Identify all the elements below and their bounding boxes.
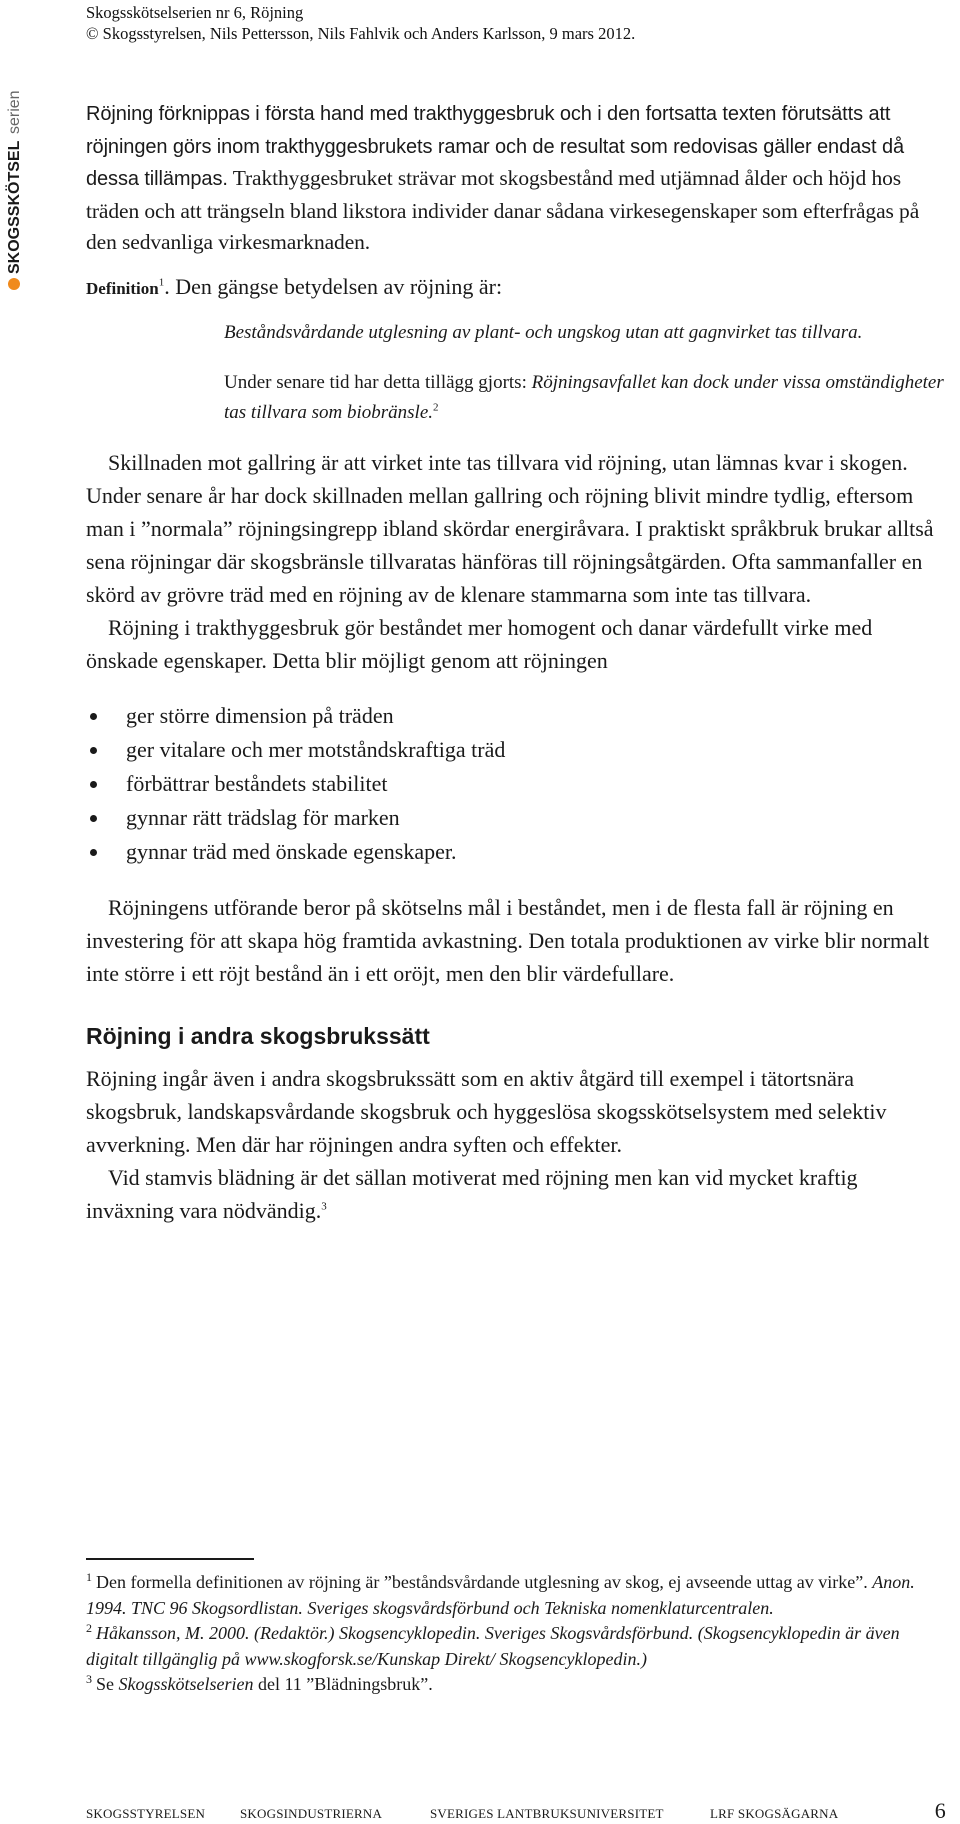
definition-label: Definition <box>86 278 159 298</box>
list-item-text: förbättrar beståndets stabilitet <box>126 770 388 796</box>
footnote-3-rest: del 11 ”Blädningsbruk”. <box>253 1674 433 1694</box>
list-item <box>86 835 946 869</box>
list-item <box>86 733 946 767</box>
definition-quote-text: Beståndsvårdande utglesning av plant- och ungskog utan att gagnvirket tas tillvara. <box>224 321 863 343</box>
list-item <box>86 699 946 733</box>
addition-italic: Röjningsavfallet kan dock under vissa omständigheter tas tillvara som biobränsle. <box>224 371 944 423</box>
logo-main-text: SKOGSSKÖTSEL <box>6 140 23 274</box>
footnote-1-text: Den formella definitionen av röjning är ”beståndsvårdande utglesning av skog, ej avseende uttag av virke”. <box>96 1572 873 1592</box>
definition-quote <box>224 319 946 346</box>
other-forestry-paragraph: Röjning ingår även i andra skogsbrukssätt som en aktiv åtgärd till exempel i tätortsnära skogsbruk, landskapsvårdande skogsbruk och hyggeslösa skogsskötselsystem med selektiv avverkning. Men där har röjningen andra syften och effekter. <box>86 1065 887 1157</box>
investment-paragraph: Röjningens utförande beror på skötselns mål i beståndet, men i de flesta fall är röjning en investering för att skapa hög framtida avkastning. Den totala produktionen av virke blir normalt inte större i ett röjt bestånd än i ett oröjt, men den blir värdefullare. <box>86 894 930 986</box>
bullet-icon <box>90 747 97 754</box>
bladning-text: Vid stamvis blädning är det sällan motiverat med röjning men kan vid mycket kraftig inväxning vara nödvändig. <box>86 1164 858 1223</box>
footnote-3-series: Skogsskötselserien <box>118 1674 254 1694</box>
addition-lead: Under senare tid har detta tillägg gjorts: <box>224 371 532 393</box>
footnotes <box>86 1570 946 1698</box>
bladning-paragraph <box>86 1161 946 1227</box>
definition-text: . Den gängse betydelsen av röjning är: <box>164 273 503 299</box>
series-title: Skogsskötselserien nr 6, Röjning <box>86 3 304 22</box>
running-header <box>86 2 635 44</box>
bullet-icon <box>90 815 97 822</box>
footnote-1-number: 1 <box>86 1570 92 1584</box>
bullet-icon <box>90 781 97 788</box>
skogsskotsel-logo <box>4 40 24 290</box>
footnote-2-number: 2 <box>86 1621 92 1635</box>
page-footer <box>86 1800 946 1824</box>
gallring-paragraph: Skillnaden mot gallring är att virket inte tas tillvara vid röjning, utan lämnas kvar i skogen. Under senare år har dock skillnaden mellan gallring och röjning blivit mindre tydlig, eftersom man i ”normala” röjningsingrepp ibland skördar energiråvara. I praktiskt språkbruk brukar alltså sena röjningar där skogsbränsle tillvaratas hänföras till röjningsåtgärden. Ofta sammanfaller en skörd av grövre träd med en röjning av de klenare stammarna som inte tas tillvara. <box>86 449 934 607</box>
homogeneity-paragraph: Röjning i trakthyggesbruk gör beståndet mer homogent och danar värdefullt virke med önskade egenskaper. Detta blir möjligt genom att röjningen <box>86 614 873 673</box>
addition-quote <box>224 368 946 428</box>
footnote-2-citation: Håkansson, M. 2000. (Redaktör.) Skogsencyklopedin. Sveriges Skogsvårdsförbund. (Skogsencyklopedin är även digitalt tillgänglig på www.skogforsk.se/Kunskap Direkt/ Skogsencyklopedin.) <box>86 1623 900 1669</box>
page-number: 6 <box>934 1798 946 1823</box>
copyright-line: © Skogsstyrelsen, Nils Pettersson, Nils Fahlvik och Anders Karlsson, 9 mars 2012. <box>86 24 636 43</box>
logo-dot-icon <box>8 278 20 290</box>
footer-org-lrf: LRF SKOGSÄGARNA <box>710 1806 839 1821</box>
list-item-text: ger större dimension på träden <box>126 702 394 728</box>
list-item-text: gynnar träd med önskade egenskaper. <box>126 838 457 864</box>
footnote-3 <box>86 1672 946 1698</box>
section-heading: Röjning i andra skogsbrukssätt <box>86 1022 430 1049</box>
footnote-divider <box>86 1558 254 1560</box>
footer-org-slu: SVERIGES LANTBRUKSUNIVERSITET <box>430 1806 664 1821</box>
logo-suffix-text: serien <box>6 90 23 134</box>
footnote-ref-1: 1 <box>158 276 165 289</box>
definition-line <box>86 271 946 305</box>
footnote-ref-2: 2 <box>433 401 439 414</box>
list-item <box>86 801 946 835</box>
intro-paragraph <box>86 98 946 259</box>
footnote-3-number: 3 <box>86 1672 92 1686</box>
footnote-1 <box>86 1570 946 1621</box>
footer-org-skogsstyrelsen: SKOGSSTYRELSEN <box>86 1806 206 1821</box>
bullet-icon <box>90 713 97 720</box>
bullet-icon <box>90 849 97 856</box>
benefits-list <box>86 699 946 869</box>
footnote-2 <box>86 1621 946 1672</box>
footnote-1-citation: Anon. 1994. TNC 96 Skogsordlistan. Sveriges skogsvårdsförbund och Tekniska nomenklaturcentralen. <box>86 1572 915 1618</box>
footnote-3-lead: Se <box>96 1674 119 1694</box>
intro-sans-text: Röjning förknippas i första hand med trakthyggesbruk och i den fortsatta texten förutsätts att röjningen görs inom trakthyggesbrukets ramar och de resultat som redovisas gäller endast då dessa tillämpas. <box>86 103 904 190</box>
list-item <box>86 767 946 801</box>
footer-org-skogsindustrierna: SKOGSINDUSTRIERNA <box>240 1806 383 1821</box>
list-item-text: gynnar rätt trädslag för marken <box>126 804 400 830</box>
main-content <box>86 98 946 1227</box>
footnote-ref-3: 3 <box>321 1200 327 1213</box>
intro-rest-text: Trakthyggesbruket strävar mot skogsbestånd med utjämnad ålder och höjd hos träden och att trängseln bland likstora individer danar sådana virkesegenskaper som efterfrågas på den sedvanliga virkesmarknaden. <box>86 166 920 254</box>
list-item-text: ger vitalare och mer motståndskraftiga träd <box>126 736 506 762</box>
